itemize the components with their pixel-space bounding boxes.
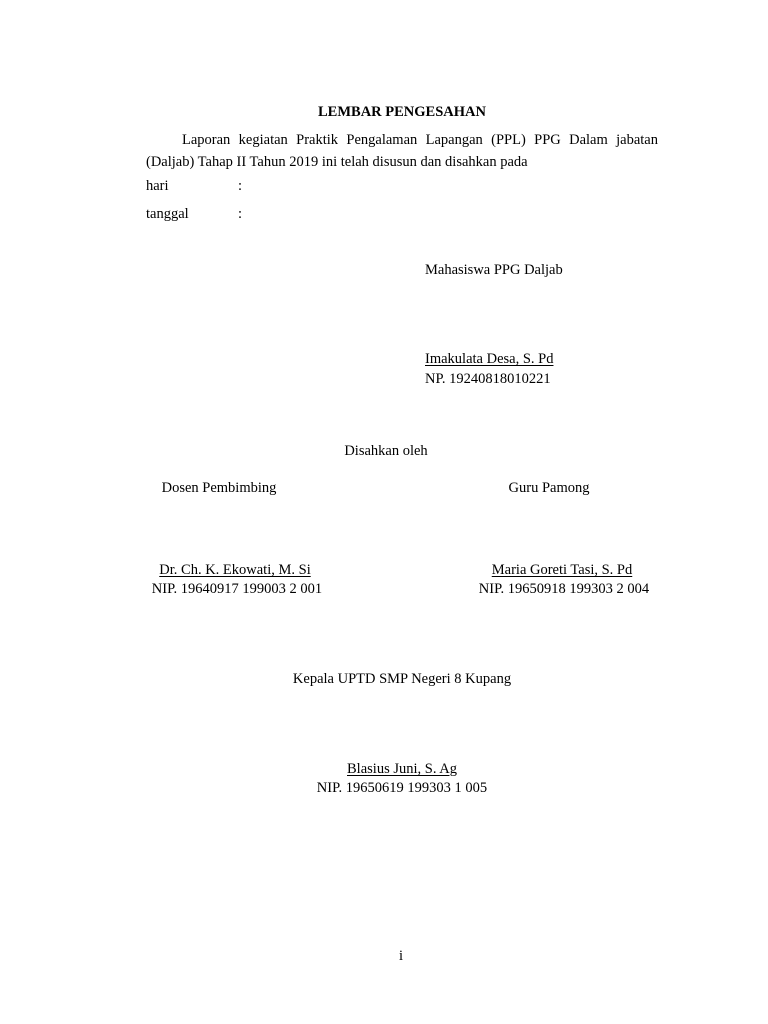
- mentor-id: NIP. 19650918 199303 2 004: [478, 581, 650, 597]
- principal-name: Blasius Juni, S. Ag: [347, 761, 457, 777]
- supervisor-name: Dr. Ch. K. Ekowati, M. Si: [159, 562, 311, 578]
- principal-id: NIP. 19650619 199303 1 005: [316, 780, 488, 796]
- page-number: i: [398, 948, 404, 964]
- principal-role: Kepala UPTD SMP Negeri 8 Kupang: [292, 671, 512, 687]
- page-title: LEMBAR PENGESAHAN: [318, 104, 486, 120]
- student-role: Mahasiswa PPG Daljab: [425, 262, 563, 278]
- student-name: Imakulata Desa, S. Pd: [425, 351, 554, 367]
- mentor-role: Guru Pamong: [508, 480, 590, 496]
- student-id: NP. 19240818010221: [425, 371, 551, 387]
- intro-paragraph: Laporan kegiatan Praktik Pengalaman Lapangan (PPL) PPG Dalam jabatan (Daljab) Tahap II Tahun 2019 ini telah disusun dan disahkan pada: [146, 132, 658, 170]
- supervisor-role: Dosen Pembimbing: [161, 480, 277, 496]
- mentor-name: Maria Goreti Tasi, S. Pd: [491, 562, 633, 578]
- supervisor-id: NIP. 19640917 199003 2 001: [151, 581, 323, 597]
- approved-by-label: Disahkan oleh: [344, 443, 428, 459]
- field-colon: :: [238, 178, 243, 194]
- field-colon: :: [238, 206, 243, 222]
- field-label: hari: [146, 178, 169, 194]
- field-label: tanggal: [146, 206, 189, 222]
